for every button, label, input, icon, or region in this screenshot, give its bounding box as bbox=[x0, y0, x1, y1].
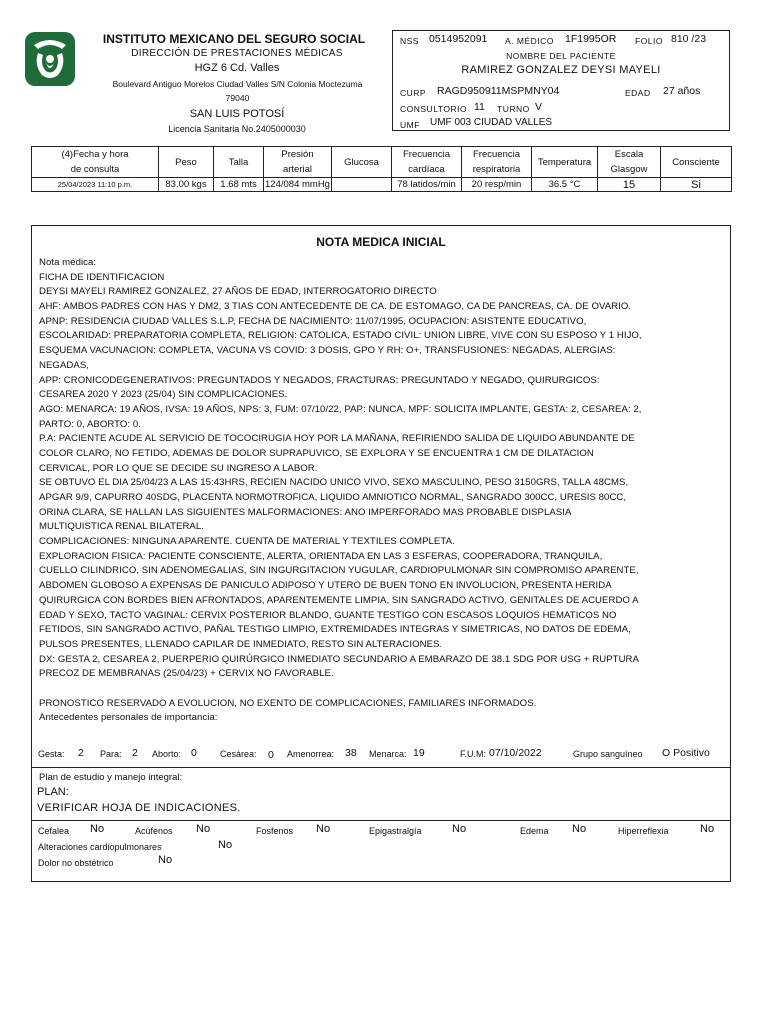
edad-value: 27 años bbox=[663, 85, 701, 97]
vitals-value-cell: 25/04/2023 11:10 p.m. bbox=[32, 178, 159, 192]
vitals-header-cell bbox=[332, 147, 392, 178]
curp-value: RAGD950911MSPMNY04 bbox=[437, 85, 560, 97]
note-line: SE OBTUVO EL DIA 25/04/23 A LAS 15:43HRS, RECIEN NACIDO UNICO VIVO, SEXO MASCULINO, PESO 3150GRS, TALLA 48CMS, bbox=[39, 477, 629, 489]
vitals-header-text: cardíaca bbox=[408, 164, 445, 175]
note-line: CUELLO CILINDRICO, SIN ADENOMEGALIAS, SIN INGURGITACION YUGULAR, CARDIOPULMONAR SIN COMPROMISO APARENTE, bbox=[39, 565, 639, 577]
obstetric-history-row bbox=[32, 746, 730, 764]
note-line: EXPLORACION FISICA: PACIENTE CONSCIENTE, ALERTA, ORIENTADA EN LAS 3 ESFERAS, COOPERADORA, TRANQUILA, bbox=[39, 550, 603, 562]
vitals-header-text: arterial bbox=[282, 164, 313, 175]
patient-name: RAMIREZ GONZALEZ DEYSI MAYELI bbox=[461, 64, 661, 76]
note-line: NEGADAS, bbox=[39, 359, 89, 371]
hiperreflexia-label: Hiperreflexia bbox=[618, 826, 669, 836]
note-line: PRECOZ DE MEMBRANAS (25/04/23) + CERVIX NO FAVORABLE. bbox=[39, 668, 334, 680]
vitals-header-text: (4)Fecha y hora bbox=[61, 149, 129, 160]
license-number: Licencia Sanitaria No.2405000030 bbox=[168, 124, 306, 134]
note-line bbox=[39, 682, 723, 697]
nss-label: NSS bbox=[400, 36, 419, 46]
note-line: DEYSI MAYELI RAMIREZ GONZALEZ, 27 AÑOS DE EDAD, INTERROGATORIO DIRECTO bbox=[39, 286, 437, 298]
menarca-label: Menarca: bbox=[369, 749, 407, 759]
note-line: APNP: RESIDENCIA CIUDAD VALLES S.L.P, FECHA DE NACIMIENTO: 11/07/1995, OCUPACION: ASISTENTE EDUCATIVO, bbox=[39, 315, 587, 327]
vitals-header-cell bbox=[32, 147, 159, 178]
epigastralgia-value: No bbox=[452, 823, 467, 835]
grupo-value: O Positivo bbox=[662, 747, 710, 759]
note-line: Antecedentes personales de importancia: bbox=[39, 712, 218, 724]
vitals-header-text: Presión bbox=[281, 149, 314, 160]
vitals-header-text: Frecuencia bbox=[473, 149, 520, 160]
cesarea-label: Cesárea: bbox=[220, 749, 257, 759]
vitals-header-cell bbox=[159, 147, 214, 178]
turno-value: V bbox=[535, 101, 543, 113]
vitals-header-text: Peso bbox=[175, 156, 197, 168]
note-line: DX: GESTA 2, CESAREA 2, PUERPERIO QUIRÚRGICO INMEDIATO SECUNDARIO A EMBARAZO DE 38.1 SDG POR USG + RUPTURA bbox=[39, 653, 639, 665]
note-body bbox=[39, 256, 723, 726]
medico-label: A. MÉDICO bbox=[505, 36, 554, 46]
note-line: COMPLICACIONES: NINGUNA APARENTE. CUENTA DE MATERIAL Y TEXTILES COMPLETA. bbox=[39, 536, 455, 548]
aborto-label: Aborto: bbox=[152, 749, 182, 759]
hospital-name: HGZ 6 Cd. Valles bbox=[194, 62, 280, 74]
folio-value: 810 /23 bbox=[671, 33, 707, 45]
note-line: AGO: MENARCA: 19 AÑOS, IVSA: 19 AÑOS, NPS: 3, FUM: 07/10/22, PAP: NUNCA, MPF: SOLICITA IMPLANTE, GESTA: 2, CESAREA: 2, bbox=[39, 403, 642, 415]
note-line: CERVICAL, POR LO QUE SE DECIDE SU INGRESO A LABOR. bbox=[39, 462, 318, 474]
amenorrea-value: 38 bbox=[345, 747, 357, 759]
edema-label: Edema bbox=[520, 826, 549, 836]
hiperreflexia-value: No bbox=[700, 823, 715, 835]
aborto-value: 0 bbox=[191, 747, 197, 759]
para-value: 2 bbox=[132, 747, 138, 759]
medical-note-box bbox=[31, 225, 731, 882]
note-line: EDAD Y SEXO, TACTO VAGINAL: CERVIX POSTERIOR BLANDO, GUANTE TESTIGO CON ESCASOS LOQUIOS HEMATICOS NO bbox=[39, 609, 617, 621]
acufenos-value: No bbox=[196, 823, 211, 835]
imss-logo bbox=[24, 31, 76, 87]
fum-value: 07/10/2022 bbox=[489, 747, 542, 759]
consultorio-value: 11 bbox=[474, 101, 485, 113]
vitals-value-cell: 20 resp/min bbox=[462, 178, 532, 192]
vitals-value-cell bbox=[332, 178, 392, 192]
umf-label: UMF bbox=[400, 120, 420, 130]
note-line: PULSOS PRESENTES, LLENADO CAPILAR DE INMEDIATO, RESTO SIN ALTERACIONES. bbox=[39, 638, 443, 650]
acufenos-label: Acúfenos bbox=[135, 826, 173, 836]
note-line: APP: CRONICODEGENERATIVOS: PREGUNTADOS Y NEGADOS, FRACTURAS: PREGUNTADO Y NEGADO, QUIRURGICOS: bbox=[39, 374, 600, 386]
grupo-label: Grupo sanguíneo bbox=[573, 749, 643, 759]
vitals-value-cell: 15 bbox=[598, 178, 661, 192]
vitals-value-cell: 124/084 mmHg bbox=[265, 179, 330, 190]
divider bbox=[32, 767, 730, 768]
plan-label: Plan de estudio y manejo integral: bbox=[39, 772, 183, 783]
vitals-value-cell: 78 latidos/min bbox=[392, 178, 462, 192]
note-line: COLOR CLARO, NO FETIDO, ADEMAS DE DOLOR SUPRAPUVICO, SE EXPLORA Y SE ENCUENTRA 1 CM DE DILATACION bbox=[39, 447, 594, 459]
turno-label: TURNO bbox=[497, 104, 530, 114]
consultorio-label: CONSULTORIO bbox=[400, 104, 468, 114]
vitals-header-cell bbox=[661, 147, 732, 178]
vitals-value-cell: 1.68 mts bbox=[214, 178, 264, 192]
symptoms-section bbox=[32, 823, 730, 879]
vitals-value-cell: Si bbox=[661, 178, 732, 192]
fum-label: F.U.M: bbox=[460, 749, 486, 759]
vitals-header-cell bbox=[392, 147, 462, 178]
gesta-label: Gesta: bbox=[38, 749, 65, 759]
vitals-header-text: Glasgow bbox=[610, 164, 648, 175]
cesarea-value: 0 bbox=[268, 749, 274, 761]
direction-name: DIRECCIÓN DE PRESTACIONES MÉDICAS bbox=[131, 48, 343, 59]
note-line: QUIRURGICA CON BORDES BIEN AFRONTADOS, APARENTEMENTE LIMPIA, SIN SANGRADO ACTIVO, GENITALES DE ACUERDO A bbox=[39, 594, 639, 606]
fosfenos-label: Fosfenos bbox=[256, 826, 294, 836]
note-line: APGAR 9/9, CAPURRO 40SDG, PLACENTA NORMOTROFICA, LIQUIDO AMNIOTICO NORMAL, SANGRADO 300CC, URESIS 80CC, bbox=[39, 492, 627, 503]
nss-value: 0514952091 bbox=[429, 33, 488, 45]
cefalea-label: Cefalea bbox=[38, 826, 70, 836]
vitals-header-cell bbox=[214, 147, 264, 178]
vitals-header-cell bbox=[462, 147, 532, 178]
note-line: MULTIQUISTICA RENAL BILATERAL. bbox=[39, 521, 204, 533]
city-name: SAN LUIS POTOSÍ bbox=[189, 108, 285, 120]
plan-heading: PLAN: bbox=[37, 786, 69, 798]
note-line: ESCOLARIDAD: PREPARATORIA COMPLETA, RELIGION: CATOLICA, ESTADO CIVIL: UNION LIBRE, VIVE CON SU ESPOSO Y 1 HIJO, bbox=[39, 330, 642, 342]
vitals-header-cell bbox=[532, 147, 598, 178]
vital-signs-table bbox=[31, 146, 732, 192]
vitals-header-text: Temperatura bbox=[537, 156, 592, 168]
divider bbox=[32, 820, 730, 821]
plan-text: VERIFICAR HOJA DE INDICACIONES. bbox=[37, 802, 241, 814]
note-line: FETIDOS, SIN SANGRADO ACTIVO, PAÑAL TESTIGO LIMPIO, EXTREMIDADES INTEGRAS Y SIMETRICAS, NO DATOS DE EDEMA, bbox=[39, 624, 631, 636]
para-label: Para: bbox=[100, 749, 122, 759]
cardio-value: No bbox=[218, 839, 233, 851]
address-line-2: 79040 bbox=[225, 93, 250, 103]
note-line: Nota médica: bbox=[39, 257, 97, 268]
note-line: CESAREA 2020 Y 2023 (25/04) SIN COMPLICACIONES. bbox=[39, 389, 288, 401]
vitals-header-text: Talla bbox=[228, 156, 249, 168]
medico-value: 1F1995OR bbox=[565, 33, 617, 45]
institution-title: INSTITUTO MEXICANO DEL SEGURO SOCIAL bbox=[102, 32, 366, 46]
vitals-header-row bbox=[32, 147, 732, 178]
cardio-label: Alteraciones cardiopulmonares bbox=[38, 842, 162, 852]
vitals-header-text: de consulta bbox=[70, 164, 120, 175]
note-line: ABDOMEN GLOBOSO A EXPENSAS DE PANICULO ADIPOSO Y UTERO DE BUEN TONO EN INVOLUCION, PRESENTA HERIDA bbox=[39, 580, 612, 592]
note-line: P.A: PACIENTE ACUDE AL SERVICIO DE TOCOCIRUGIA HOY POR LA MAÑANA, REFIRIENDO SALIDA DE LIQUIDO ABUNDANTE DE bbox=[39, 433, 635, 445]
umf-value: UMF 003 CIUDAD VALLES bbox=[430, 117, 553, 128]
note-line: ORINA CLARA, SE HALLAN LAS SIGUIENTES MALFORMACIONES: ANO IMPERFORADO MAS PROBABLE DISPLASIA bbox=[39, 506, 572, 518]
patient-info-box bbox=[392, 30, 730, 131]
menarca-value: 19 bbox=[413, 747, 425, 759]
vitals-header-text: Escala bbox=[614, 149, 644, 160]
note-title: NOTA MEDICA INICIAL bbox=[316, 235, 446, 249]
vitals-header-text: Frecuencia bbox=[403, 149, 450, 160]
curp-label: CURP bbox=[400, 88, 427, 98]
vitals-value-cell: 36.5 °C bbox=[532, 178, 598, 192]
amenorrea-label: Amenorrea: bbox=[287, 749, 335, 759]
vitals-value-cell: 83.00 kgs bbox=[159, 178, 214, 192]
vitals-header-text: respiratoria bbox=[472, 164, 521, 175]
edema-value: No bbox=[572, 823, 587, 835]
address-line-1: Boulevard Antiguo Morelos Ciudad Valles S/N Colonia Moctezuma bbox=[112, 79, 363, 89]
fosfenos-value: No bbox=[316, 823, 331, 835]
vitals-header-cell bbox=[598, 147, 661, 178]
vitals-header-text: Consciente bbox=[672, 156, 720, 168]
vitals-header-text: Glucosa bbox=[344, 156, 379, 168]
note-line: PARTO: 0, ABORTO: 0. bbox=[39, 418, 141, 430]
edad-label: EDAD bbox=[625, 88, 651, 98]
vitals-header-cell bbox=[264, 147, 332, 178]
note-line: AHF: AMBOS PADRES CON HAS Y DM2, 3 TIAS CON ANTECEDENTE DE CA. DE ESTOMAGO, CA DE PANCREAS, CA. DE OVARIO. bbox=[39, 301, 632, 313]
patient-name-label: NOMBRE DEL PACIENTE bbox=[506, 51, 616, 61]
note-line: ESQUEMA VACUNACION: COMPLETA, VACUNA VS COVID: 3 DOSIS, GPO Y RH: O+, TRANSFUSIONES: NEGADAS, ALERGIAS: bbox=[39, 345, 616, 357]
folio-label: FOLIO bbox=[635, 36, 664, 46]
cefalea-value: No bbox=[90, 823, 105, 835]
note-line: PRONOSTICO RESERVADO A EVOLUCION, NO EXENTO DE COMPLICACIONES, FAMILIARES INFORMADOS. bbox=[39, 697, 537, 709]
vitals-value-row bbox=[32, 178, 732, 192]
note-line: FICHA DE IDENTIFICACION bbox=[39, 271, 165, 283]
gesta-value: 2 bbox=[78, 747, 84, 759]
epigastralgia-label: Epigastralgía bbox=[369, 826, 422, 836]
dolor-value: No bbox=[158, 854, 173, 866]
dolor-label: Dolor no obstétrico bbox=[38, 858, 114, 868]
